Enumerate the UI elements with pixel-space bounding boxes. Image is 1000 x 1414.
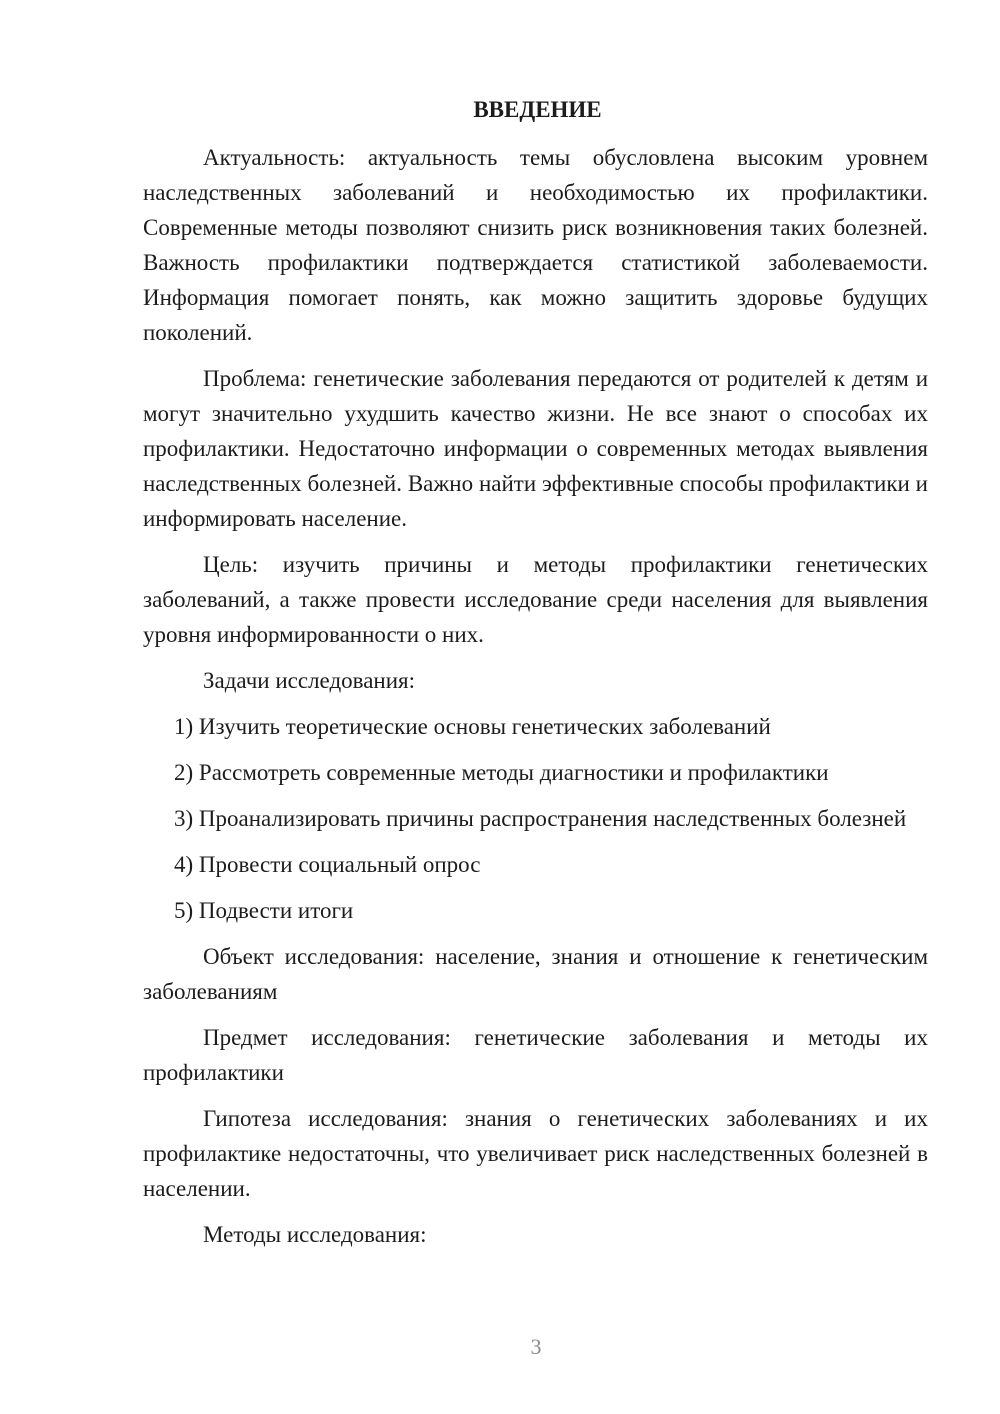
- task-item: 3) Проанализировать причины распространения наследственных болезней: [174, 806, 907, 831]
- task-item: 2) Рассмотреть современные методы диагностики и профилактики: [174, 760, 829, 785]
- section-heading: ВВЕДЕНИЕ: [473, 97, 602, 122]
- methods-title: Методы исследования:: [203, 1222, 427, 1247]
- page-content: [143, 94, 928, 1263]
- tasks-title: Задачи исследования:: [203, 668, 416, 693]
- task-item: 4) Провести социальный опрос: [174, 852, 481, 877]
- problem-paragraph: Проблема: генетические заболевания передаются от родителей к детям и могут значительно ухудшить качество жизни. Не все знают о способах их профилактики. Недостаточно информации о современных методах выявления наследственных болезней. Важно найти эффективные способы профилактики и информировать население.: [143, 366, 928, 531]
- goal-paragraph: Цель: изучить причины и методы профилактики генетических заболеваний, а также провести исследование среди населения для выявления уровня информированности о них.: [143, 552, 928, 647]
- page-number: 3: [530, 1334, 542, 1359]
- object-paragraph: Объект исследования: население, знания и отношение к генетическим заболеваниям: [143, 944, 928, 1004]
- task-item: 5) Подвести итоги: [174, 898, 354, 923]
- hypothesis-paragraph: Гипотеза исследования: знания о генетических заболеваниях и их профилактике недостаточны, что увеличивает риск наследственных болезней в населении.: [143, 1106, 928, 1201]
- task-item: 1) Изучить теоретические основы генетических заболеваний: [174, 714, 771, 739]
- subject-paragraph: Предмет исследования: генетические заболевания и методы их профилактики: [143, 1025, 928, 1085]
- relevance-paragraph: Актуальность: актуальность темы обусловлена высоким уровнем наследственных заболеваний и необходимостью их профилактики. Современные методы позволяют снизить риск возникновения таких болезней. Важность профилактики подтверждается статистикой заболеваемости. Информация помогает понять, как можно защитить здоровье будущих поколений.: [143, 145, 928, 345]
